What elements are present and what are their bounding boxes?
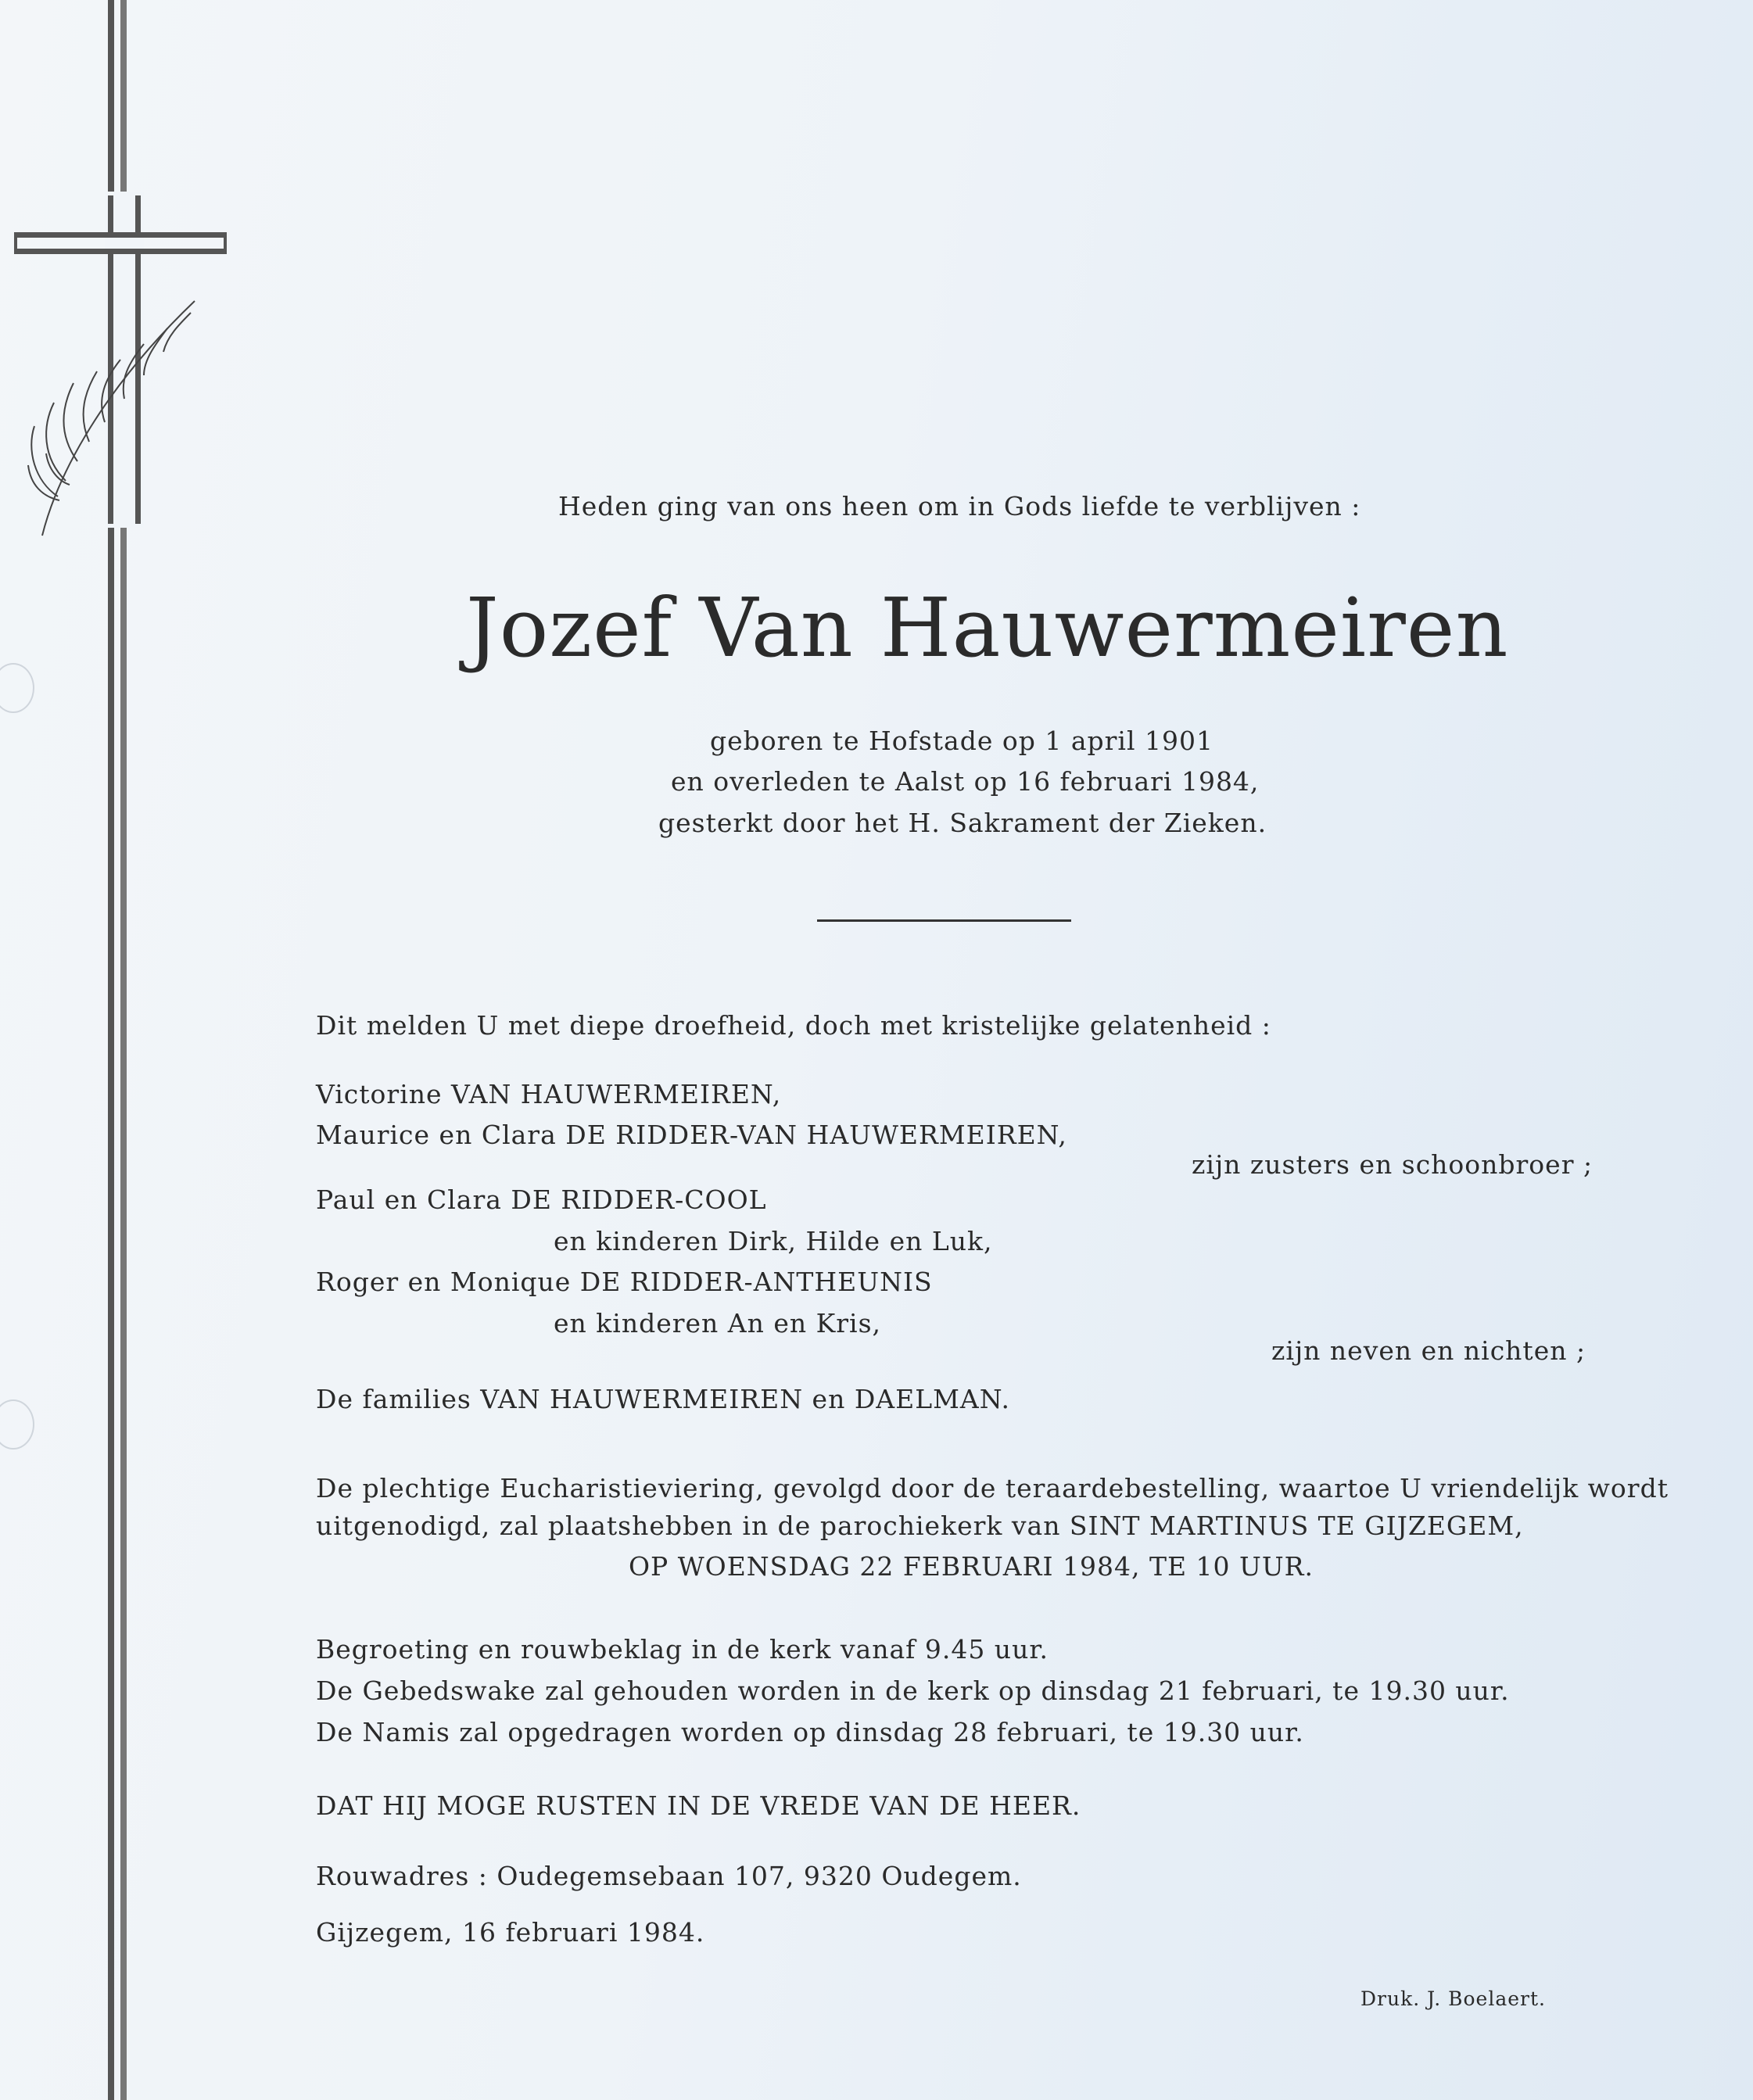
- divider: [817, 919, 1071, 922]
- printer-credit: Druk. J. Boelaert.: [1360, 1987, 1546, 2010]
- birth-line: geboren te Hofstade op 1 april 1901: [710, 726, 1213, 756]
- announce-line: Dit melden U met diepe droefheid, doch met kristelijke gelatenheid :: [316, 1010, 1271, 1041]
- relation-line: zijn neven en nichten ;: [1271, 1335, 1586, 1366]
- detail-line: De Gebedswake zal gehouden worden in de kerk op dinsdag 21 februari, te 19.30 uur.: [316, 1675, 1510, 1706]
- prayer-line: DAT HIJ MOGE RUSTEN IN DE VREDE VAN DE HEER.: [316, 1790, 1081, 1821]
- detail-line: De Namis zal opgedragen worden op dinsdag 28 februari, te 19.30 uur.: [316, 1717, 1304, 1747]
- intro-line: Heden ging van ons heen om in Gods liefde te verblijven :: [558, 491, 1361, 521]
- detail-line: Begroeting en rouwbeklag in de kerk vanaf 9.45 uur.: [316, 1634, 1049, 1665]
- family-line: De families VAN HAUWERMEIREN en DAELMAN.: [316, 1384, 1010, 1414]
- cross-with-palm-icon: [11, 192, 230, 543]
- family-line: Paul en Clara DE RIDDER-COOL: [316, 1184, 767, 1215]
- ceremony-date-line: OP WOENSDAG 22 FEBRUARI 1984, TE 10 UUR.: [629, 1551, 1314, 1582]
- ceremony-line: De plechtige Eucharistieviering, gevolgd door de teraardebestelling, waartoe U vriendelijk wordt: [316, 1473, 1669, 1503]
- family-children-line: en kinderen An en Kris,: [554, 1308, 882, 1338]
- family-line: Roger en Monique DE RIDDER-ANTHEUNIS: [316, 1267, 933, 1297]
- address-line: Rouwadres : Oudegemsebaan 107, 9320 Oudegem.: [316, 1861, 1022, 1891]
- punch-hole: [0, 1399, 34, 1450]
- family-line: Maurice en Clara DE RIDDER-VAN HAUWERMEIREN,: [316, 1120, 1067, 1150]
- relation-line: zijn zusters en schoonbroer ;: [1192, 1149, 1593, 1180]
- place-date-line: Gijzegem, 16 februari 1984.: [316, 1917, 705, 1948]
- family-children-line: en kinderen Dirk, Hilde en Luk,: [554, 1226, 993, 1256]
- deceased-name: Jozef Van Hauwermeiren: [466, 580, 1509, 676]
- sacrament-line: gesterkt door het H. Sakrament der Zieken.: [658, 808, 1267, 838]
- family-line: Victorine VAN HAUWERMEIREN,: [316, 1079, 782, 1109]
- ceremony-line: uitgenodigd, zal plaatshebben in de parochiekerk van SINT MARTINUS TE GIJZEGEM,: [316, 1510, 1524, 1541]
- death-line: en overleden te Aalst op 16 februari 1984,: [671, 766, 1260, 797]
- punch-hole: [0, 663, 34, 713]
